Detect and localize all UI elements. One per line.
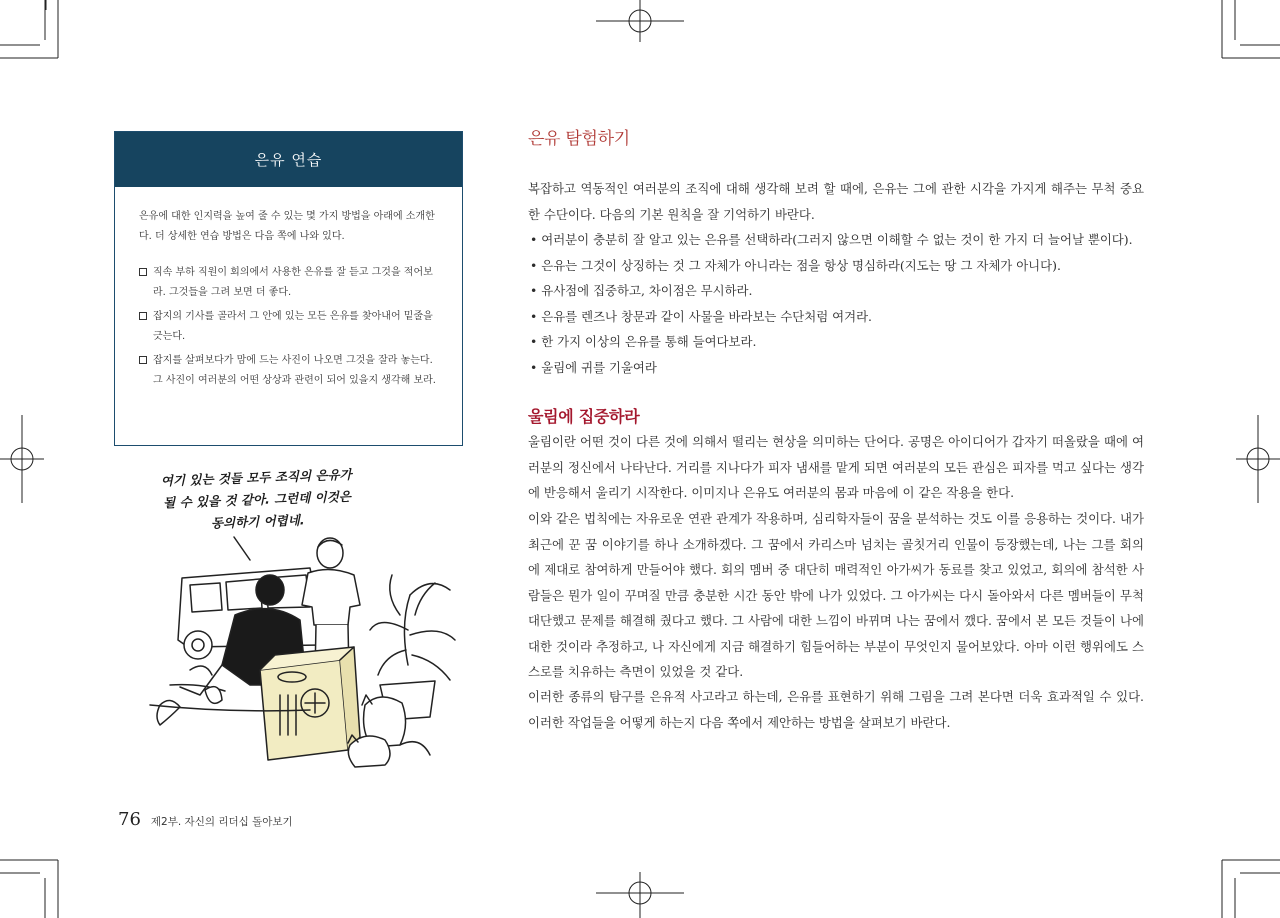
list-item: • 여러분이 충분히 잘 알고 있는 은유를 선택하라(그러지 않으면 이해할 수 없는 것이 한 가지 더 늘어날 뿐이다). [530,232,1133,247]
page-number: 76 [118,809,141,830]
list-item: • 울림에 귀를 기울여라 [530,359,657,375]
exercise-box [114,131,463,446]
list-item: • 은유를 렌즈나 창문과 같이 사물을 바라보는 수단처럼 여겨라. [530,308,872,324]
handwritten-line: 여기 있는 것들 모두 조직의 은유가 [160,466,352,489]
exercise-item [139,263,440,303]
exercise-item-text: 잡지를 살펴보다가 맘에 드는 사진이 나오면 그것을 잘라 놓는다. 그 사진이 여러분의 어떤 상상과 관련이 되어 있을지 생각해 보라. [153,355,436,386]
checkbox-icon [139,312,147,320]
section-heading: 은유 탐험하기 [528,129,630,149]
exercise-item [139,351,440,391]
list-item: • 유사점에 집중하고, 차이점은 무시하라. [530,283,753,298]
handwritten-line: 될 수 있을 것 같아. 그런데 이것은 [162,488,352,511]
paragraph: 이와 같은 법칙에는 자유로운 연관 관계가 작용하며, 심리학자들이 꿈을 분석하는 것도 이를 응용하는 것이다. 내가 최근에 꾼 꿈 이야기를 하나 소개하겠다. 그 꿈에서 카리스마 넘치는 골칫거리 인물이 등장했는데, 나는 그를 회의에 제대로 참여하게 만들어야 했다. 회의 멤버 중 대단히 매력적인 아가씨가 동료를 찾고 있었고, 회의에 참석한 사람들은 뭔가 일이 꾸며질 만큼 충분한 시간 동안 밖에 나가 있었다. 그 아가씨는 다시 돌아와서 다른 멤버들이 무척 대단했고 문제를 해결해 줬다고 했다. 그 사람에 대한 느낌이 바뀌며 나는 꿈에서 깼다. 꿈에서 본 모든 것들이 나에 대한 것이라 추정하고, 나 자신에게 지금 해결하기 힘들어하는 부분이 무엇인지 물어보았다. 아마 이런 행위에도 스스로를 치유하는 측면이 있었을 것 같다. [528,511,1144,679]
section-heading: 울림에 집중하라 [528,407,640,426]
chapter-title: 제2부. 자신의 리더십 돌아보기 [150,816,293,828]
exercise-box-title: 은유 연습 [115,132,462,187]
principles-list [530,227,1150,380]
paragraph: 울림이란 어떤 것이 다른 것에 의해서 떨리는 현상을 의미하는 단어다. 공명은 아이디어가 갑자기 떠올랐을 때에 여러분의 정신에서 나타난다. 거리를 지나다가 피자 냄새를 맡게 되면 여러분의 모든 관심은 피자를 먹고 싶다는 생각에 반응해서 울리기 시작한다. 이미지나 은유도 여러분의 몸과 마음에 이 같은 작용을 한다. [528,434,1144,500]
checkbox-icon [139,268,147,276]
exercise-box-body [115,187,462,391]
paragraph: 이러한 종류의 탐구를 은유적 사고라고 하는데, 은유를 표현하기 위해 그림을 그려 본다면 더욱 효과적일 수 있다. 이러한 작업들을 어떻게 하는지 다음 쪽에서 제안하는 방법을 살펴보기 바란다. [528,689,1144,730]
illustration [110,455,470,785]
list-item: • 은유는 그것이 상징하는 것 그 자체가 아니라는 점을 항상 명심하라(지도는 땅 그 자체가 아니다). [530,257,1061,273]
paragraph: 복잡하고 역동적인 여러분의 조직에 대해 생각해 보려 할 때에, 은유는 그에 관한 시각을 가지게 해주는 무척 중요한 수단이다. 다음의 기본 원칙을 잘 기억하기 바란다. [528,181,1144,222]
exercise-intro: 은유에 대한 인지력을 높여 줄 수 있는 몇 가지 방법을 아래에 소개한다. 더 상세한 연습 방법은 다음 쪽에 나와 있다. [139,211,435,242]
handwritten-line: 동의하기 어렵네. [210,512,305,531]
exercise-item [139,307,440,347]
exercise-item-text: 잡지의 기사를 골라서 그 안에 있는 모든 은유를 찾아내어 밑줄을 긋는다. [153,311,433,342]
exercise-item-text: 직속 부하 직원이 회의에서 사용한 은유를 잘 듣고 그것을 적어보라. 그것들을 그려 보면 더 좋다. [153,267,433,298]
page-footer [118,809,293,830]
checkbox-icon [139,356,147,364]
list-item: • 한 가지 이상의 은유를 통해 들여다보라. [530,334,757,349]
